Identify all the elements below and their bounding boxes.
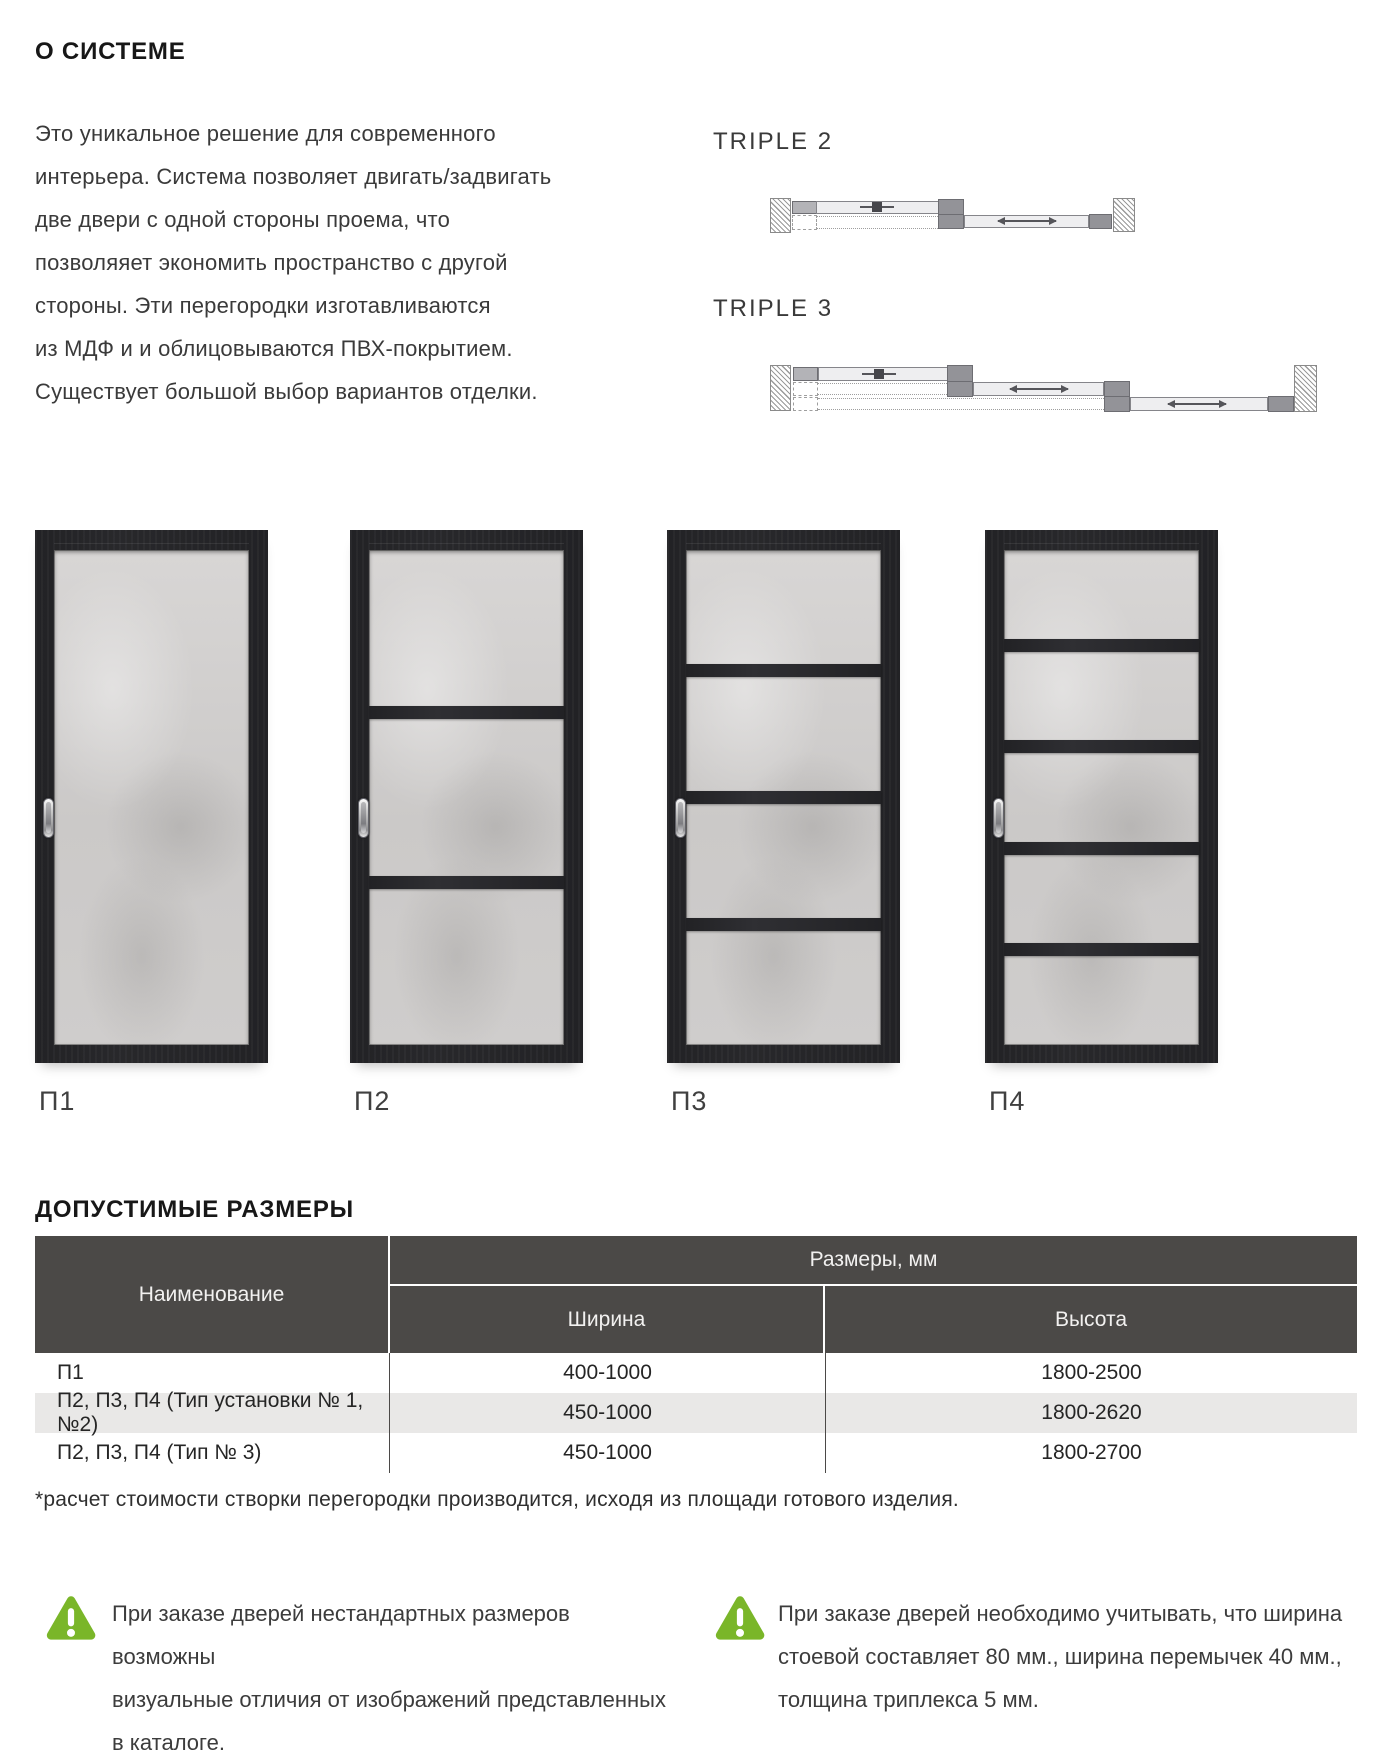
door-crossbar bbox=[1004, 740, 1199, 753]
phantom-position-box bbox=[793, 397, 818, 411]
warning-triangle-icon bbox=[45, 1594, 97, 1644]
glass-panel bbox=[1004, 956, 1199, 1045]
slide-arrow-icon bbox=[1010, 388, 1068, 390]
glass-panel bbox=[1004, 855, 1199, 944]
phantom-track-line bbox=[818, 394, 947, 395]
door-end-block bbox=[1268, 396, 1294, 412]
door-image-p1 bbox=[35, 530, 268, 1063]
door-label-p2: П2 bbox=[354, 1086, 391, 1116]
door-label-p3: П3 bbox=[671, 1086, 708, 1116]
diagram-label-triple3: TRIPLE 3 bbox=[713, 295, 834, 322]
glass-panel bbox=[1004, 753, 1199, 842]
warning-line: толщина триплекса 5 мм. bbox=[778, 1687, 1039, 1712]
phantom-track-line bbox=[818, 383, 947, 384]
table-footnote: *расчет стоимости створки перегородки производится, исходя из площади готового изделия. bbox=[35, 1488, 959, 1511]
door-image-p3 bbox=[667, 530, 900, 1063]
door-crossbar bbox=[369, 876, 564, 889]
glass-panel bbox=[1004, 550, 1199, 639]
cell-width: 450-1000 bbox=[390, 1393, 826, 1433]
door-crossbar bbox=[686, 918, 881, 931]
door-crossbar bbox=[1004, 639, 1199, 652]
glass-panel bbox=[686, 677, 881, 791]
warning-line: в каталоге. bbox=[112, 1730, 225, 1755]
door-handle-icon bbox=[43, 798, 54, 838]
door-end-block bbox=[947, 381, 973, 397]
cell-height: 1800-2620 bbox=[1041, 1401, 1142, 1424]
table-row bbox=[35, 1389, 1357, 1436]
column-header-sizes: Размеры, мм bbox=[390, 1236, 1357, 1286]
diagram-label-triple2: TRIPLE 2 bbox=[713, 128, 834, 155]
table-row bbox=[35, 1433, 1357, 1473]
door-end-block bbox=[1104, 396, 1130, 412]
door-crossbar bbox=[686, 664, 881, 677]
about-paragraph-line: интерьера. Система позволяет двигать/задвигать bbox=[35, 164, 552, 189]
wall-hatch-icon bbox=[1294, 365, 1317, 412]
door-glass bbox=[686, 550, 881, 1045]
cell-name: П2, П3, П4 (Тип установки № 1, №2) bbox=[35, 1393, 390, 1433]
slide-arrow-icon bbox=[998, 220, 1056, 222]
door-end-block bbox=[938, 214, 964, 229]
column-header-sizes-group bbox=[390, 1236, 1357, 1353]
about-paragraph-line: позволяяет экономить пространство с другой bbox=[35, 250, 508, 275]
glass-panel bbox=[54, 550, 249, 1045]
warning-line: При заказе дверей необходимо учитывать, что ширина bbox=[778, 1601, 1343, 1626]
door-crossbar bbox=[369, 706, 564, 719]
warning-line: визуальные отличия от изображений представленных bbox=[112, 1687, 666, 1712]
wall-hatch-icon bbox=[770, 365, 791, 411]
about-paragraph-line: две двери с одной стороны проема, что bbox=[35, 207, 451, 232]
door-handle-icon bbox=[675, 798, 686, 838]
glass-panel bbox=[686, 804, 881, 918]
warning-triangle-icon bbox=[714, 1594, 766, 1644]
glass-panel bbox=[369, 550, 564, 706]
wall-hatch-icon bbox=[1113, 198, 1135, 232]
phantom-position-box bbox=[792, 215, 817, 230]
glass-panel bbox=[686, 931, 881, 1045]
slide-arrow-icon bbox=[1168, 403, 1226, 405]
cell-height: 1800-2500 bbox=[1041, 1361, 1142, 1384]
cell-name: П1 bbox=[35, 1353, 390, 1393]
door-glass bbox=[1004, 550, 1199, 1045]
section-title-about: О СИСТЕМЕ bbox=[35, 38, 186, 65]
door-handle-icon bbox=[993, 798, 1004, 838]
door-end-block bbox=[947, 365, 973, 382]
door-label-p4: П4 bbox=[989, 1086, 1026, 1116]
about-paragraph bbox=[35, 112, 675, 413]
door-crossbar bbox=[1004, 943, 1199, 956]
glass-panel bbox=[1004, 652, 1199, 741]
door-label-p1: П1 bbox=[39, 1086, 76, 1116]
warning-line: стоевой составляет 80 мм., ширина перемычек 40 мм., bbox=[778, 1644, 1342, 1669]
warning-line: При заказе дверей нестандартных размеров возможны bbox=[112, 1601, 570, 1669]
door-image-p2 bbox=[350, 530, 583, 1063]
phantom-track-line bbox=[818, 409, 1104, 410]
door-crossbar bbox=[686, 791, 881, 804]
sizes-table bbox=[35, 1236, 1357, 1473]
door-image-p4 bbox=[985, 530, 1218, 1063]
door-glass bbox=[369, 550, 564, 1045]
column-header-width: Ширина bbox=[390, 1286, 825, 1353]
cell-name: П2, П3, П4 (Тип № 3) bbox=[35, 1433, 390, 1473]
door-end-block bbox=[792, 201, 817, 214]
about-paragraph-line: из МДФ и и облицовываются ПВХ-покрытием. bbox=[35, 336, 513, 361]
warning-note-left bbox=[112, 1592, 672, 1764]
phantom-track-line bbox=[817, 228, 938, 229]
cell-height: 1800-2700 bbox=[1041, 1441, 1142, 1464]
door-handle-icon bbox=[358, 798, 369, 838]
sizes-table-header bbox=[35, 1236, 1357, 1353]
about-paragraph-line: стороны. Эти перегородки изготавливаются bbox=[35, 293, 491, 318]
glass-panel bbox=[369, 889, 564, 1045]
wall-hatch-icon bbox=[770, 198, 791, 233]
door-end-block bbox=[793, 367, 818, 381]
glass-panel bbox=[369, 719, 564, 875]
handle-symbol-icon bbox=[860, 206, 894, 208]
table-row bbox=[35, 1353, 1357, 1393]
handle-symbol-icon bbox=[862, 373, 896, 375]
door-crossbar bbox=[1004, 842, 1199, 855]
about-paragraph-line: Это уникальное решение для современного bbox=[35, 121, 496, 146]
column-header-height: Высота bbox=[1054, 1307, 1128, 1331]
warning-note-right bbox=[778, 1592, 1378, 1721]
door-end-block bbox=[1089, 214, 1112, 229]
door-end-block bbox=[938, 199, 964, 215]
door-glass bbox=[54, 550, 249, 1045]
glass-panel bbox=[686, 550, 881, 664]
phantom-position-box bbox=[793, 382, 818, 396]
column-header-name: Наименование bbox=[35, 1236, 390, 1353]
door-end-block bbox=[1104, 381, 1130, 397]
section-title-sizes: ДОПУСТИМЫЕ РАЗМЕРЫ bbox=[35, 1196, 354, 1223]
about-paragraph-line: Существует большой выбор вариантов отделки. bbox=[35, 379, 538, 404]
phantom-track-line bbox=[818, 398, 1104, 399]
phantom-track-line bbox=[817, 216, 938, 217]
cell-width: 400-1000 bbox=[390, 1353, 826, 1393]
cell-width: 450-1000 bbox=[390, 1433, 826, 1473]
